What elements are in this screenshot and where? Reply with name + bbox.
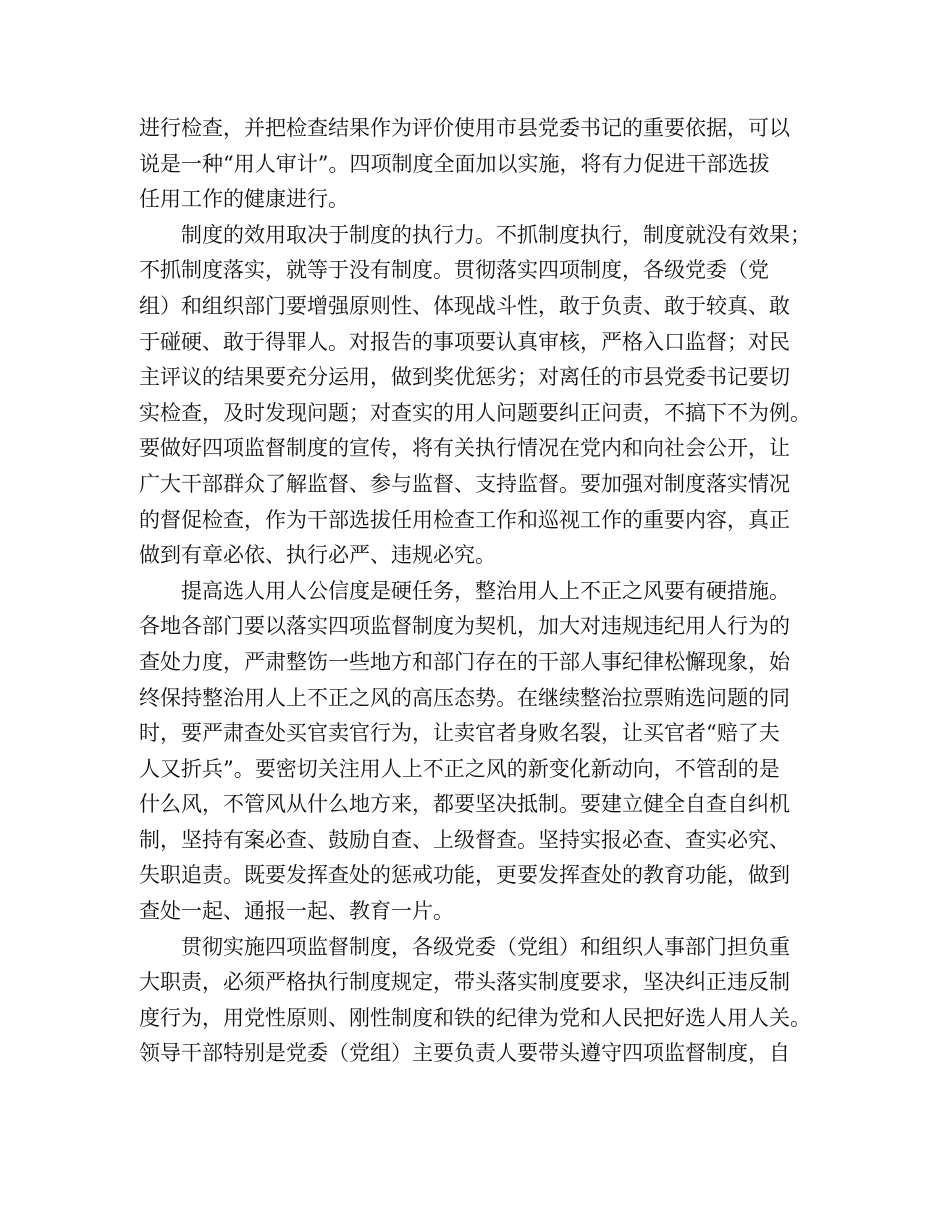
text-line: 人又折兵”。要密切关注用人上不正之风的新变化新动向，不管刮的是 bbox=[139, 756, 780, 781]
text-line: 大职责，必须严格执行制度规定，带头落实制度要求，坚决纠正违反制 bbox=[139, 970, 790, 995]
paragraph-first-line: 贯彻实施四项监督制度，各级党委（党组）和组织人事部门担负重 bbox=[181, 934, 790, 959]
text-line: 时，要严肃查处买官卖官行为，让卖官者身败名裂，让买官者“赔了夫 bbox=[139, 721, 780, 746]
text-line: 任用工作的健康进行。 bbox=[139, 187, 349, 212]
text-line: 各地各部门要以落实四项监督制度为契机，加大对违规违纪用人行为的 bbox=[139, 614, 790, 639]
text-line: 于碰硬、敢于得罪人。对报告的事项要认真审核，严格入口监督；对民 bbox=[139, 329, 790, 354]
text-line: 领导干部特别是党委（党组）主要负责人要带头遵守四项监督制度，自 bbox=[139, 1041, 790, 1066]
paragraph-first-line: 制度的效用取决于制度的执行力。不抓制度执行，制度就没有效果； bbox=[181, 222, 811, 247]
paragraph-first-line: 提高选人用人公信度是硬任务，整治用人上不正之风要有硬措施。 bbox=[181, 578, 790, 603]
text-line: 进行检查，并把检查结果作为评价使用市县党委书记的重要依据，可以 bbox=[139, 116, 790, 140]
text-line: 终保持整治用人上不正之风的高压态势。在继续整治拉票贿选问题的同 bbox=[139, 685, 790, 710]
text-line: 制，坚持有案必查、鼓励自查、上级督查。坚持实报必查、查实必究、 bbox=[139, 827, 790, 852]
text-line: 不抓制度落实，就等于没有制度。贯彻落实四项制度，各级党委（党 bbox=[139, 258, 769, 283]
text-line: 查处一起、通报一起、教育一片。 bbox=[139, 899, 454, 924]
text-line: 实检查，及时发现问题；对查实的用人问题要纠正问责，不搞下不为例。 bbox=[139, 400, 811, 425]
body-text bbox=[139, 111, 819, 1072]
text-line: 度行为，用党性原则、刚性制度和铁的纪律为党和人民把好选人用人关。 bbox=[139, 1005, 811, 1030]
text-line: 组）和组织部门要增强原则性、体现战斗性，敢于负责、敢于较真、敢 bbox=[139, 293, 790, 318]
text-line: 要做好四项监督制度的宣传，将有关执行情况在党内和向社会公开，让 bbox=[139, 436, 790, 461]
text-line: 主评议的结果要充分运用，做到奖优惩劣；对离任的市县党委书记要切 bbox=[139, 365, 790, 390]
text-line: 的督促检查，作为干部选拔任用检查工作和巡视工作的重要内容，真正 bbox=[139, 507, 790, 532]
text-line: 做到有章必依、执行必严、违规必究。 bbox=[139, 543, 496, 568]
text-line: 什么风，不管风从什么地方来，都要坚决抵制。要建立健全自查自纠机 bbox=[139, 792, 790, 817]
text-line: 广大干部群众了解监督、参与监督、支持监督。要加强对制度落实情况 bbox=[139, 471, 790, 496]
text-line: 查处力度，严肃整饬一些地方和部门存在的干部人事纪律松懈现象，始 bbox=[139, 649, 790, 674]
text-line: 说是一种“用人审计”。四项制度全面加以实施，将有力促进干部选拔 bbox=[139, 151, 770, 176]
text-line: 失职追责。既要发挥查处的惩戒功能，更要发挥查处的教育功能，做到 bbox=[139, 863, 790, 888]
